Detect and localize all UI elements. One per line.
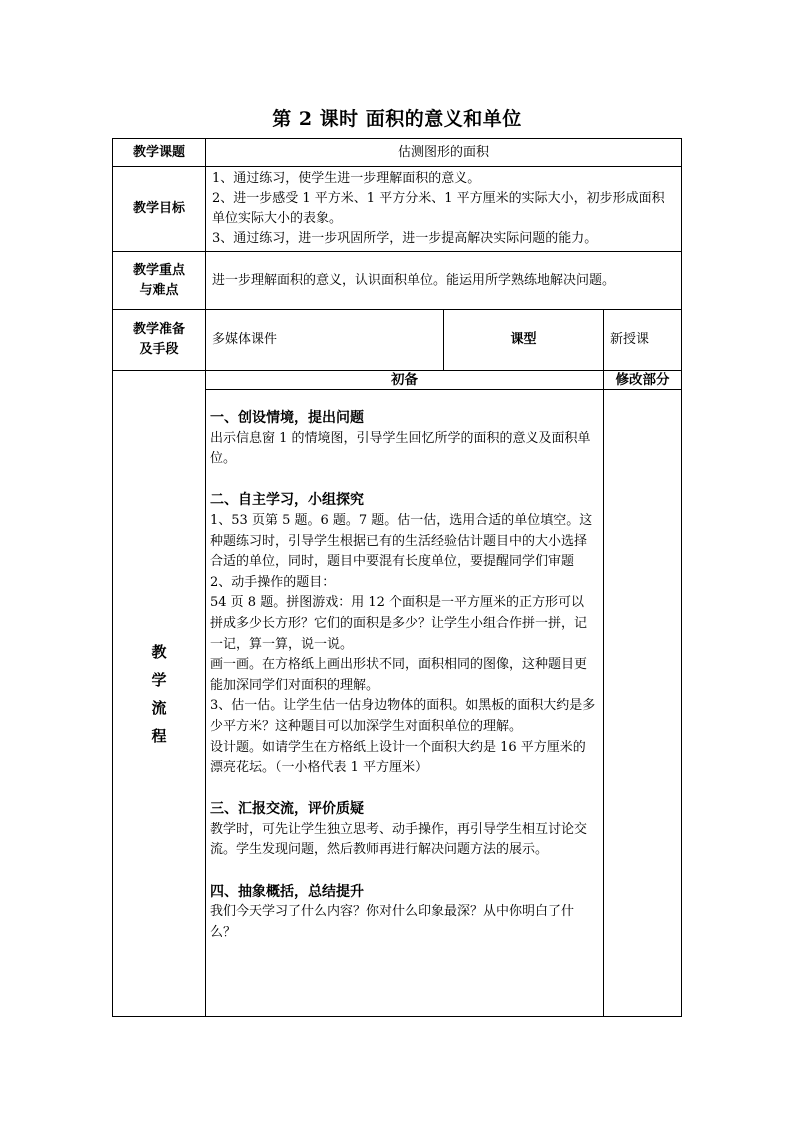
section-heading: 一、创设情境，提出问题 (210, 410, 364, 426)
section-text: 出示信息窗 1 的情境图，引导学生回忆所学的面积的意义及面积单位。 (210, 430, 591, 467)
topic-row (113, 139, 682, 167)
flow-label-char: 学 (151, 670, 167, 689)
section-text: 2、动手操作的题目： (210, 574, 336, 590)
prep-value: 多媒体课件 (206, 310, 444, 371)
section-heading: 三、汇报交流，评价质疑 (210, 801, 364, 818)
goal-item: 3、通过练习，进一步巩固所学，进一步提高解决实际问题的能力。 (212, 231, 598, 246)
section-text: 1、53 页第 5 题。6 题。7 题。估一估，选用合适的单位填空。这种题练习时，引导学生根据已有的生活经验估计题目中的大小选择合适的单位，同时，题目中要混有长度单位，要提醒同学们审题 (210, 512, 593, 570)
flow-header-row (113, 371, 682, 390)
keypoints-label (113, 252, 206, 310)
section-text: 教学时，可先让学生独立思考、动手操作，再引导学生相互讨论交流。学生发现问题，然后教师再进行解决问题方法的展示。 (210, 821, 588, 858)
flow-label-char: 教 (151, 642, 167, 661)
section-text: 54 页 8 题。拼图游戏：用 12 个面积是一平方厘米的正方形可以拼成多少长方形？它们的面积是多少？让学生小组合作拼一拼，记一记，算一算，说一说。 (210, 595, 588, 652)
section-text: 我们今天学习了什么内容？你对什么印象最深？从中你明白了什么？ (210, 904, 575, 940)
lesson-plan-table (112, 138, 682, 1017)
prep-label-line1: 教学准备 (132, 322, 185, 337)
flow-label-cell (113, 371, 206, 1017)
goal-item: 2、进一步感受 1 平方米、1 平方分米、1 平方厘米的实际大小，初步形成面积单位实际大小的表象。 (212, 191, 665, 226)
prep-row (113, 310, 682, 371)
section-text: 设计题。如请学生在方格纸上设计一个面积大约是 16 平方厘米的漂亮花坛。（一小格代表 1 平方厘米） (210, 739, 586, 776)
flow-label-char: 程 (151, 726, 167, 745)
flow-label (113, 642, 205, 746)
keypoints-label-line2: 与难点 (139, 282, 179, 298)
section-heading: 二、自主学习，小组探究 (210, 492, 364, 509)
goal-item: 1、通过练习，使学生进一步理解面积的意义。 (212, 171, 481, 186)
topic-value: 估测图形的面积 (206, 139, 682, 167)
lesson-type-value: 新授课 (604, 310, 682, 371)
section-text: 3、估一估。让学生估一估身边物体的面积。如黑板的面积大约是多少平方米？这种题目可以加深学生对面积单位的理解。 (210, 698, 596, 734)
goals-row (113, 167, 682, 252)
draft-column-header: 初备 (206, 371, 604, 390)
prep-label-line2: 及手段 (139, 342, 179, 357)
goals-label: 教学目标 (113, 167, 206, 252)
prep-label (113, 310, 206, 371)
keypoints-value: 进一步理解面积的意义，认识面积单位。能运用所学熟练地解决问题。 (206, 252, 682, 310)
section-heading: 四、抽象概括，总结提升 (210, 883, 364, 900)
flow-label-char: 流 (151, 698, 167, 717)
revise-content (604, 390, 682, 1017)
revise-column-header: 修改部分 (604, 371, 682, 390)
page-title: 第 2 课时 面积的意义和单位 (272, 108, 522, 130)
lesson-type-label: 课型 (444, 310, 604, 371)
keypoints-row (113, 252, 682, 310)
keypoints-label-line1: 教学重点 (132, 262, 185, 278)
draft-content (206, 390, 604, 1017)
goals-cell (206, 167, 682, 252)
topic-label: 教学课题 (113, 139, 206, 167)
section-text: 画一画。在方格纸上画出形状不同，面积相同的图像，这种题目更能加深同学们对面积的理解。 (210, 657, 588, 693)
